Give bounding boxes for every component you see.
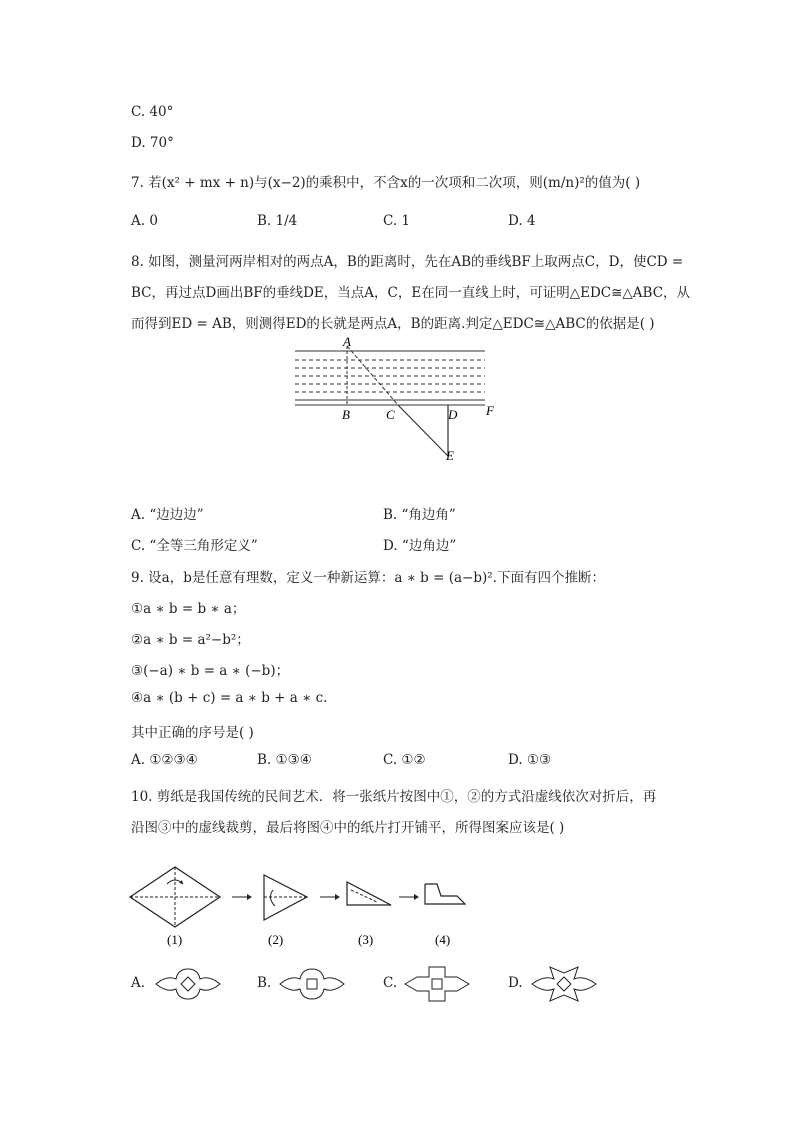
step-label-4: (4) xyxy=(435,932,451,947)
q7-option-d: D. 4 xyxy=(508,213,536,229)
q9-prompt: 其中正确的序号是( ) xyxy=(131,725,254,741)
label-a: A xyxy=(343,336,351,349)
q9-option-a: A. ①②③④ xyxy=(131,752,198,768)
q9-item-2: ②a ∗ b = a²−b²； xyxy=(131,632,250,648)
q10-option-d-pattern xyxy=(528,963,600,1005)
q10-folding-steps-figure xyxy=(125,862,485,952)
q10-option-a: A. xyxy=(131,975,146,991)
q8-option-c: C. “全等三角形定义” xyxy=(131,538,258,554)
q8-stem-line2: BC，再过点D画出BF的垂线DE，当点A，C，E在同一直线上时，可证明△EDC≅△ABC，从 xyxy=(131,285,691,301)
q8-stem-line3: 而得到ED = AB，则测得ED的长就是两点A，B的距离.判定△EDC≅△ABC的依据是( ) xyxy=(131,316,655,332)
q9-item-3: ③(−a) ∗ b = a ∗ (−b)； xyxy=(131,663,290,679)
q10-option-b-pattern xyxy=(276,965,348,1003)
q6-option-c: C. 40° xyxy=(131,104,174,120)
q8-river-figure xyxy=(290,336,510,466)
q7-option-c: C. 1 xyxy=(383,213,411,229)
q8-stem-line1: 8. 如图，测量河两岸相对的两点A，B的距离时，先在AB的垂线BF上取两点C，D，使CD = xyxy=(131,254,684,270)
label-e: E xyxy=(446,448,454,463)
q6-option-d: D. 70° xyxy=(131,135,174,151)
step-label-3: (3) xyxy=(358,932,374,947)
label-c: C xyxy=(386,407,395,422)
q9-option-c: C. ①② xyxy=(383,752,426,768)
step-label-2: (2) xyxy=(268,932,284,947)
q8-option-a: A. “边边边” xyxy=(131,507,204,523)
label-b: B xyxy=(342,407,350,422)
q10-stem-line1: 10. 剪纸是我国传统的民间艺术．将一张纸片按图中①，②的方式沿虚线依次对折后，再 xyxy=(131,789,657,805)
q7-option-a: A. 0 xyxy=(131,213,158,229)
q9-option-d: D. ①③ xyxy=(508,752,552,768)
q7-stem: 7. 若(x² + mx + n)与(x−2)的乘积中，不含x的一次项和二次项，则(m/n)²的值为( ) xyxy=(131,175,641,191)
q9-stem: 9. 设a，b是任意有理数，定义一种新运算：a ∗ b = (a−b)².下面有四个推断： xyxy=(131,570,605,586)
q10-option-d: D. xyxy=(508,975,523,991)
q10-option-c-pattern xyxy=(401,963,473,1005)
step-label-1: (1) xyxy=(167,932,183,947)
q9-item-4: ④a ∗ (b + c) = a ∗ b + a ∗ c. xyxy=(131,690,328,706)
q9-option-b: B. ①③④ xyxy=(257,752,312,768)
q9-item-1: ①a ∗ b = b ∗ a； xyxy=(131,601,246,617)
q8-option-b: B. “角边角” xyxy=(383,507,456,523)
q8-option-d: D. “边角边” xyxy=(383,538,457,554)
q10-option-c: C. xyxy=(383,975,398,991)
q7-option-b: B. 1/4 xyxy=(257,213,298,229)
label-d: D xyxy=(448,407,458,422)
q10-option-a-pattern xyxy=(152,965,224,1003)
label-f: F xyxy=(486,403,494,418)
q10-option-b: B. xyxy=(257,975,272,991)
q10-stem-line2: 沿图③中的虚线裁剪，最后将图④中的纸片打开铺平，所得图案应该是( ) xyxy=(131,820,565,836)
